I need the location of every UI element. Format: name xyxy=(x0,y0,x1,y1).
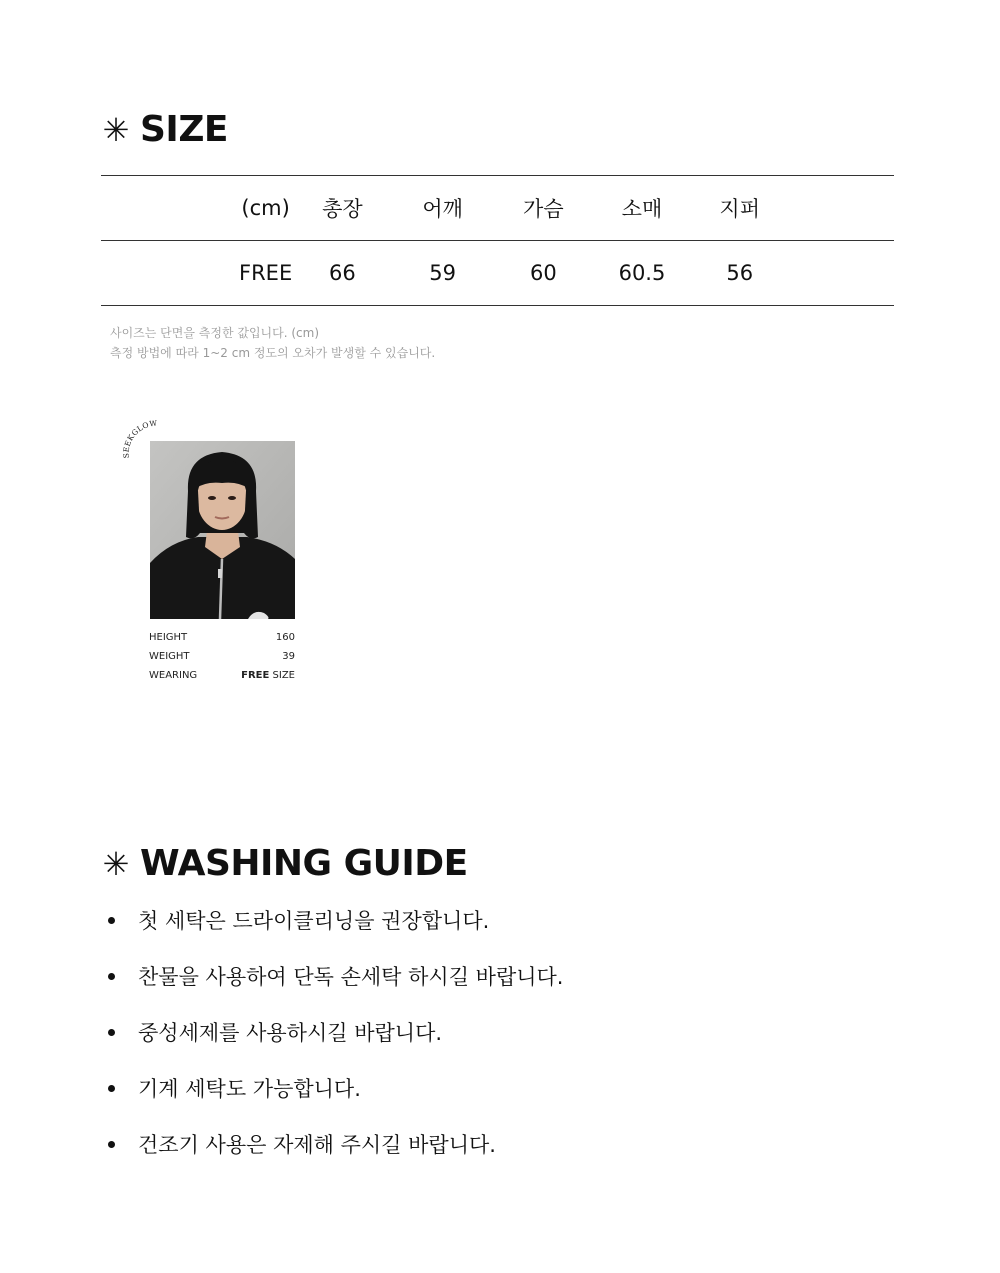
washing-item-text: 기계 세탁도 가능합니다. xyxy=(138,1077,361,1101)
size-header-chest: 가슴 xyxy=(523,197,564,221)
size-cell-size: FREE xyxy=(239,261,293,285)
size-cell-shoulder: 59 xyxy=(429,261,456,285)
size-header-length: 총장 xyxy=(322,197,363,221)
bullet-icon xyxy=(108,1141,115,1148)
bullet-icon xyxy=(108,973,115,980)
model-photo-image xyxy=(150,441,295,619)
asterisk-icon: ✳ xyxy=(102,845,130,883)
model-wearing-label: WEARING xyxy=(149,670,198,681)
washing-item-text: 건조기 사용은 자제해 주시길 바랍니다. xyxy=(138,1133,496,1157)
washing-title-text: WASHING GUIDE xyxy=(140,843,468,884)
bullet-icon xyxy=(108,1029,115,1036)
washing-item-text: 중성세제를 사용하시길 바랍니다. xyxy=(138,1021,443,1045)
size-title-text: SIZE xyxy=(140,109,229,150)
size-section-title xyxy=(100,109,229,150)
washing-guide-list xyxy=(108,892,563,1172)
size-header-unit: (cm) xyxy=(241,196,290,220)
size-table-header-row xyxy=(101,176,894,241)
model-height-value: 160 xyxy=(275,632,295,643)
model-info xyxy=(149,628,295,685)
size-note-line: 사이즈는 단면을 측정한 값입니다. (cm) xyxy=(110,326,320,340)
size-cell-zipper: 56 xyxy=(726,261,754,285)
washing-item-text: 찬물을 사용하여 단독 손세탁 하시길 바랍니다. xyxy=(138,965,564,989)
washing-item-text: 첫 세탁은 드라이클리닝을 권장합니다. xyxy=(138,909,490,933)
size-table-row xyxy=(101,241,894,306)
size-header-sleeve: 소매 xyxy=(621,197,663,221)
size-header-zipper: 지퍼 xyxy=(719,197,760,221)
model-wearing-size: FREE xyxy=(241,670,270,681)
washing-section-title xyxy=(100,843,468,884)
list-item xyxy=(108,948,563,1004)
size-cell-chest: 60 xyxy=(529,261,557,285)
model-weight-label: WEIGHT xyxy=(149,651,190,662)
bullet-icon xyxy=(108,1085,115,1092)
list-item xyxy=(108,892,563,948)
model-weight-value: 39 xyxy=(282,651,295,662)
bullet-icon xyxy=(108,917,115,924)
size-note-line: 측정 방법에 따라 1~2 cm 정도의 오차가 발생할 수 있습니다. xyxy=(110,346,436,360)
size-cell-sleeve: 60.5 xyxy=(618,261,666,285)
brand-logo-text: SEEKGLOW xyxy=(121,418,158,459)
size-header-shoulder: 어깨 xyxy=(422,197,463,221)
model-card xyxy=(120,418,300,688)
size-notes xyxy=(110,323,435,363)
model-wearing-value xyxy=(241,666,295,685)
list-item xyxy=(108,1060,563,1116)
model-wearing-row xyxy=(149,666,295,685)
model-height-label: HEIGHT xyxy=(149,632,188,643)
model-wearing-suffix: SIZE xyxy=(269,670,295,681)
model-weight-row xyxy=(149,647,295,666)
model-height-row xyxy=(149,628,295,647)
list-item xyxy=(108,1116,563,1172)
model-photo xyxy=(150,441,295,619)
size-table xyxy=(101,175,894,306)
list-item xyxy=(108,1004,563,1060)
size-cell-length: 66 xyxy=(328,261,356,285)
asterisk-icon: ✳ xyxy=(102,111,130,149)
